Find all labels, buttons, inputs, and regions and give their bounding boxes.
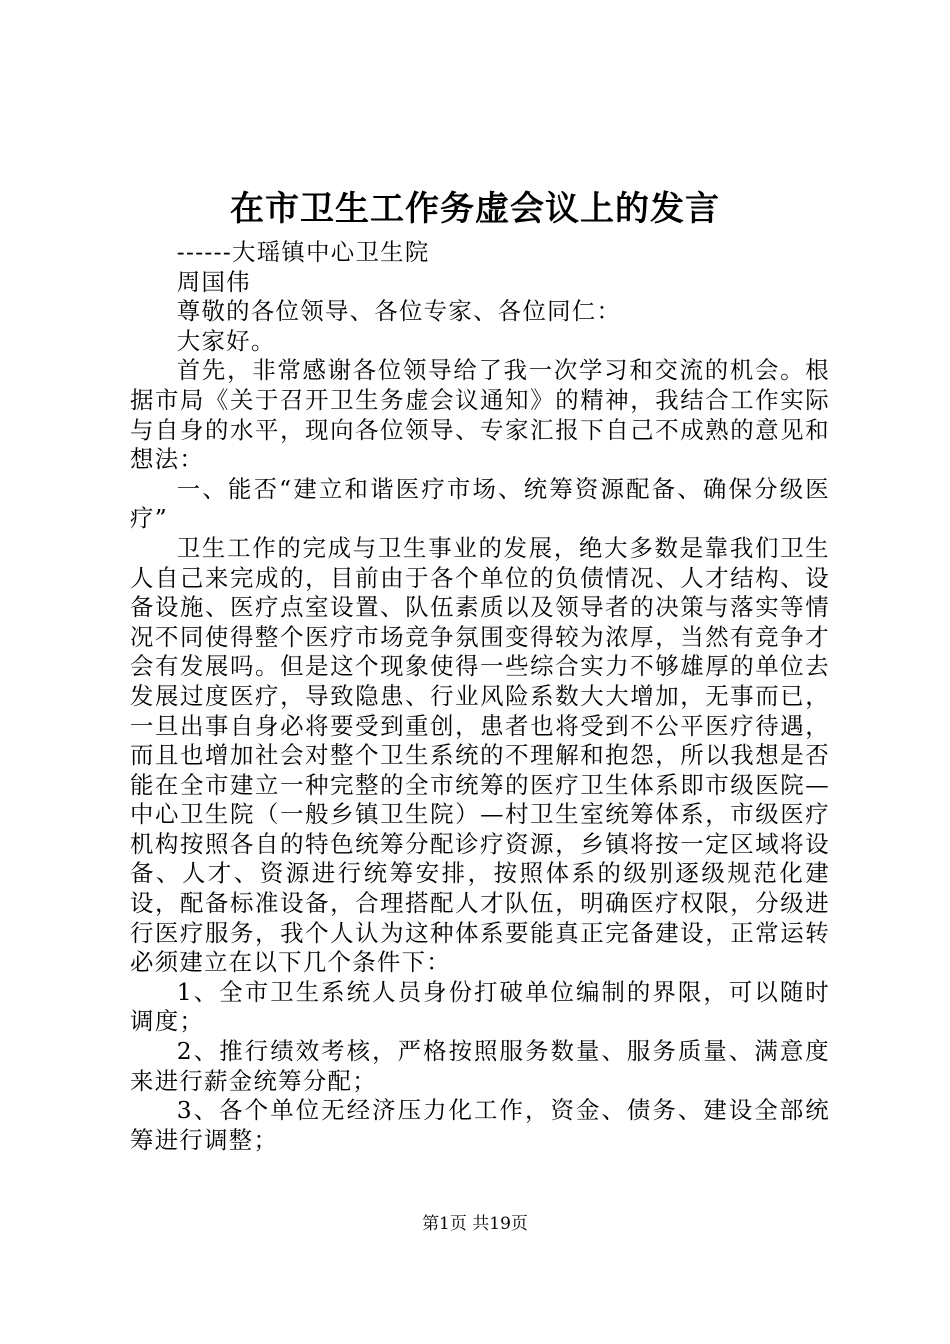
salutation: 尊敬的各位领导、各位专家、各位同仁： <box>176 297 622 326</box>
section-heading-1: 一、能否“建立和谐医疗市场、统筹资源配备、确保分级医疗” <box>130 474 830 533</box>
body-paragraph: 卫生工作的完成与卫生事业的发展，绝大多数是靠我们卫生人自己来完成的，目前由于各个单位的负债情况、人才结构、设备设施、医疗点室设置、队伍素质以及领导者的决策与落实等情况不同使得整个医疗市场竞争氛围变得较为浓厚，当然有竞争才会有发展吗。但是这个现象使得一些综合实力不够雄厚的单位去发展过度医疗，导致隐患、行业风险系数大大增加，无事而已，一旦出事自身必将要受到重创，患者也将受到不公平医疗待遇，而且也增加社会对整个卫生系统的不理解和抱怨，所以我想是否能在全市建立一种完整的全市统筹的医疗卫生体系即市级医院—中心卫生院（一般乡镇卫生院）—村卫生室统筹体系，市级医疗机构按照各自的特色统筹分配诊疗资源，乡镇将按一定区域将设备、人才、资源进行统筹安排，按照体系的级别逐级规范化建设，配备标准设备，合理搭配人才队伍，明确医疗权限，分级进行医疗服务，我个人认为这种体系要能真正完备建设，正常运转必须建立在以下几个条件下： <box>130 533 830 977</box>
document-body <box>130 238 830 1155</box>
list-item-1: 1、全市卫生系统人员身份打破单位编制的界限，可以随时调度； <box>130 977 830 1036</box>
author-affiliation: ------大瑶镇中心卫生院 <box>176 238 430 266</box>
list-item-2: 2、推行绩效考核，严格按照服务数量、服务质量、满意度来进行薪金统筹分配； <box>130 1037 830 1095</box>
greeting: 大家好。 <box>176 326 276 355</box>
page-number-footer: 第1页 共19页 <box>422 1214 528 1234</box>
list-item-3: 3、各个单位无经济压力化工作，资金、债务、建设全部统筹进行调整； <box>130 1096 830 1154</box>
document-title: 在市卫生工作务虚会议上的发言 <box>230 189 720 229</box>
author-name: 周国伟 <box>176 267 251 296</box>
intro-paragraph: 首先，非常感谢各位领导给了我一次学习和交流的机会。根据市局《关于召开卫生务虚会议通知》的精神，我结合工作实际与自身的水平，现向各位领导、专家汇报下自己不成熟的意见和想法： <box>130 356 830 474</box>
